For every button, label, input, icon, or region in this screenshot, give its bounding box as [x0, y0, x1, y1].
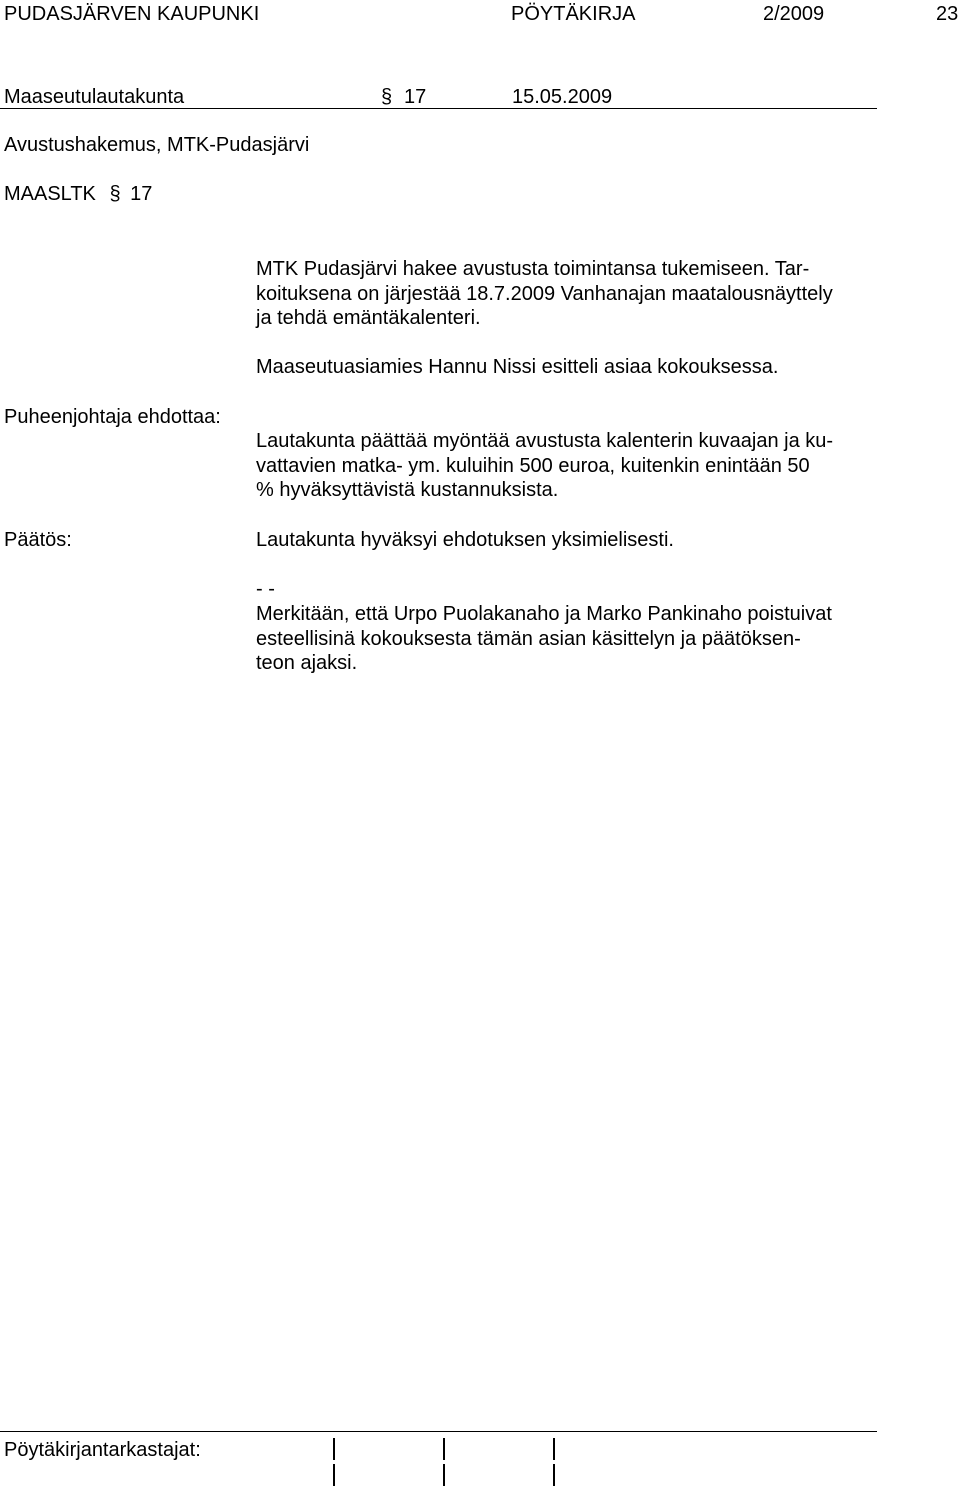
proposal-line: vattavien matka- ym. kuluihin 500 euroa, kuitenkin enintään 50: [256, 454, 810, 477]
item-title: Avustushakemus, MTK-Pudasjärvi: [4, 134, 310, 156]
signature-field-divider: [553, 1464, 555, 1486]
intro-line: MTK Pudasjärvi hakee avustusta toimintansa tukemiseen. Tar-: [256, 258, 810, 280]
note-line: esteellisinä kokouksesta tämän asian käsittelyn ja päätöksen-: [256, 627, 801, 650]
municipality-name: PUDASJÄRVEN KAUPUNKI: [4, 3, 260, 25]
section-mark: §: [381, 86, 393, 108]
decision-paragraph: Lautakunta hyväksyi ehdotuksen yksimielisesti.: [256, 529, 674, 551]
proposal-line: % hyväksyttävistä kustannuksista.: [256, 479, 559, 501]
signature-field-divider: [553, 1438, 555, 1460]
signature-field-divider: [443, 1464, 445, 1486]
presenter-paragraph: Maaseutuasiamies Hannu Nissi esitteli asiaa kokouksessa.: [256, 356, 779, 378]
reference-section-mark: §: [109, 183, 121, 205]
proposal-label: Puheenjohtaja ehdottaa:: [4, 406, 221, 428]
proposal-paragraph: [256, 429, 833, 503]
section-number: 17: [404, 86, 427, 108]
reference-number: 17: [130, 183, 153, 205]
document-type: PÖYTÄKIRJA: [511, 3, 636, 25]
signature-field-divider: [333, 1464, 335, 1486]
proposal-line: Lautakunta päättää myöntää avustusta kalenterin kuvaajan ja ku-: [256, 430, 834, 452]
intro-paragraph: [256, 257, 833, 331]
decision-label: Päätös:: [4, 529, 72, 551]
footer-rule: [0, 1431, 877, 1432]
signature-field-divider: [443, 1438, 445, 1460]
separator: - -: [256, 578, 275, 600]
meeting-date: 15.05.2009: [512, 86, 613, 108]
page-number: 23: [936, 3, 959, 25]
reference-prefix: MAASLTK: [4, 183, 96, 205]
intro-line: ja tehdä emäntäkalenteri.: [256, 307, 481, 329]
signature-field-divider: [333, 1438, 335, 1460]
signatories-label: Pöytäkirjantarkastajat:: [4, 1439, 201, 1461]
meeting-body: Maaseutulautakunta: [4, 86, 185, 108]
note-line: Merkitään, että Urpo Puolakanaho ja Marko Pankinaho poistuivat: [256, 603, 832, 625]
item-reference: [4, 182, 152, 206]
header-rule: [0, 108, 877, 109]
document-issue: 2/2009: [763, 3, 825, 25]
note-paragraph: [256, 602, 832, 676]
intro-line: koituksena on järjestää 18.7.2009 Vanhanajan maatalousnäyttely: [256, 282, 833, 305]
note-line: teon ajaksi.: [256, 652, 358, 674]
